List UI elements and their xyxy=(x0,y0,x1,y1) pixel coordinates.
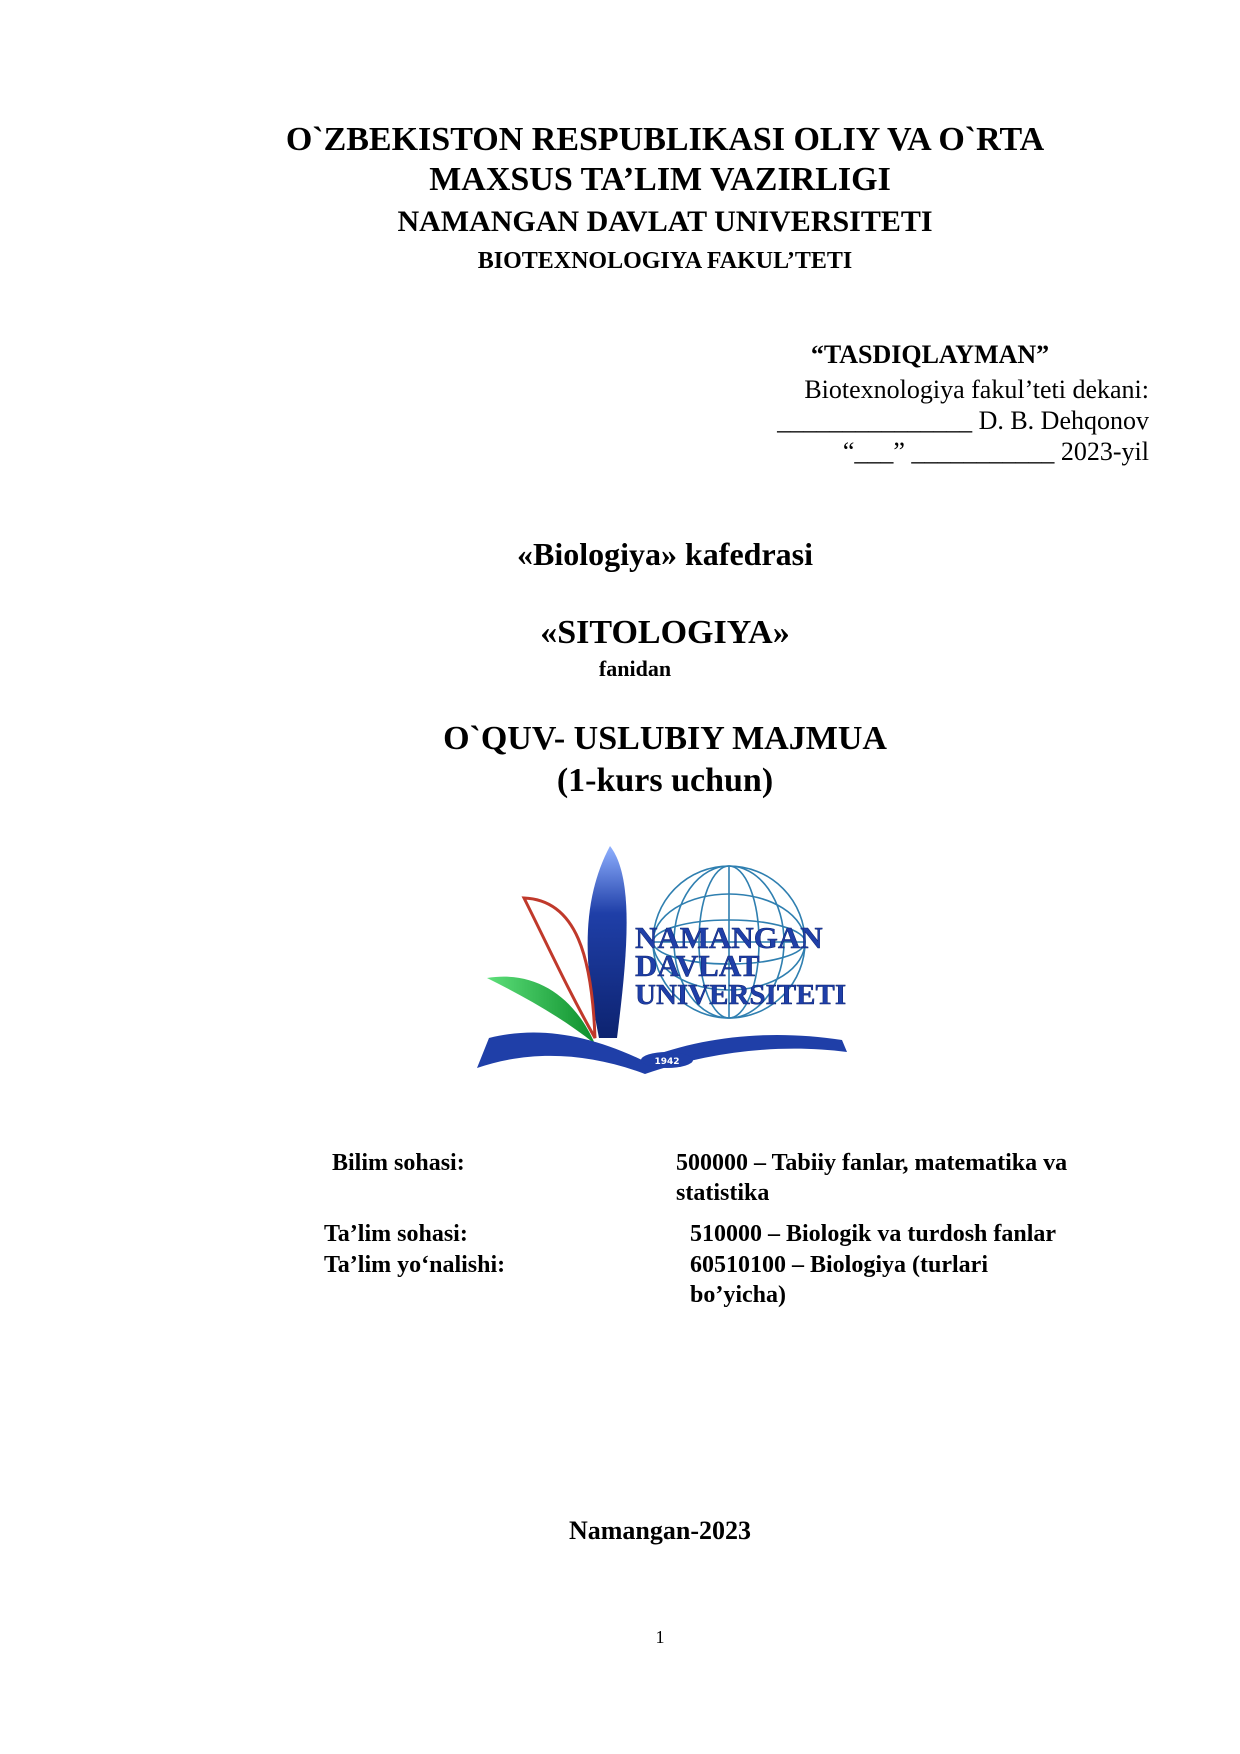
ministry-line-1: O`ZBEKISTON RESPUBLIKASI OLIY VA O`RTA xyxy=(285,121,1045,158)
meta-value-knowledge-area: 500000 – Tabiiy fanlar, matematika va statistika xyxy=(676,1150,1068,1206)
course-label: (1-kurs uchun) xyxy=(556,762,774,799)
department-title: «Biologiya» kafedrasi xyxy=(516,536,813,572)
approval-date: “___” ___________ 2023-yil xyxy=(842,437,1149,466)
page-number: 1 xyxy=(655,1627,665,1647)
meta-label-education-area: Ta’lim sohasi: xyxy=(324,1221,468,1247)
logo-text-line-3: UNIVERSITETI xyxy=(635,979,847,1011)
approval-block xyxy=(777,374,1149,467)
meta-value-education-area: 510000 – Biologik va turdosh fanlar xyxy=(690,1221,1057,1247)
meta-label-knowledge-area: Bilim sohasi: xyxy=(332,1150,465,1176)
approval-title: “TASDIQLAYMAN” xyxy=(810,340,1050,369)
ministry-line-2: MAXSUS TA’LIM VAZIRLIGI xyxy=(429,161,891,198)
subject-title: «SITOLOGIYA» xyxy=(540,614,790,651)
university-logo xyxy=(467,838,857,1076)
faculty-name: BIOTEXNOLOGIYA FAKUL’TETI xyxy=(477,248,853,274)
logo-year: 1942 xyxy=(654,1057,680,1067)
document-type: O`QUV- USLUBIY MAJMUA xyxy=(443,720,887,757)
approval-signature: _______________ D. B. Dehqonov xyxy=(777,406,1149,435)
approval-position: Biotexnologiya fakul’teti dekani: xyxy=(804,375,1149,404)
meta-value-education-direction: 60510100 – Biologiya (turlari bo’yicha) xyxy=(690,1252,988,1308)
meta-label-education-direction: Ta’lim yo‘nalishi: xyxy=(324,1252,506,1278)
subject-suffix: fanidan xyxy=(598,656,672,681)
university-name: NAMANGAN DAVLAT UNIVERSITETI xyxy=(397,205,933,238)
footer-city-year: Namangan-2023 xyxy=(568,1516,751,1545)
logo-text-line-2: DAVLAT xyxy=(635,948,760,983)
logo-text-line-1: NAMANGAN xyxy=(635,920,823,955)
